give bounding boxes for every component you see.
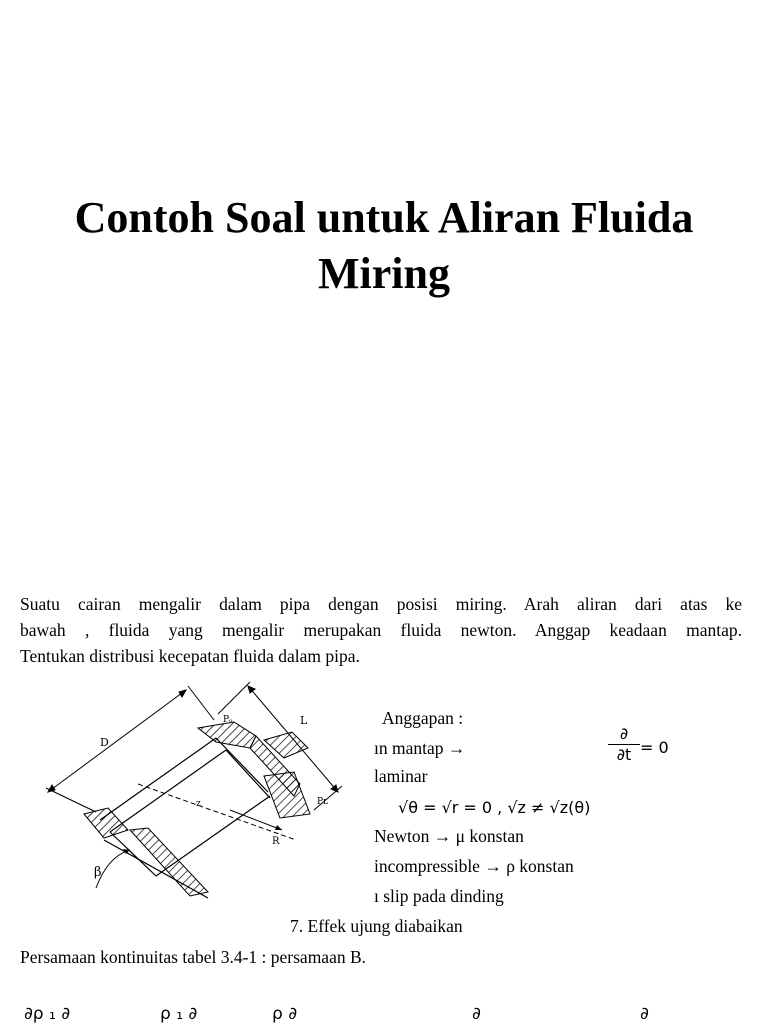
assumption-5: incompressible → ρ konstan xyxy=(374,856,574,876)
problem-statement xyxy=(20,591,742,669)
steady-state-derivative xyxy=(604,724,644,765)
dimension-d xyxy=(46,686,214,812)
problem-line-1: Suatu cairan mengalir dalam pipa dengan posisi miring. Arah aliran dari atas ke xyxy=(20,594,742,614)
assumption-4: Newton → μ konstan xyxy=(374,826,524,846)
problem-line-2: bawah , fluida yang mengalir merupakan fluida newton. Anggap keadaan mantap. xyxy=(20,620,742,640)
inclined-pipe-figure xyxy=(38,680,360,902)
slide-title xyxy=(30,190,738,302)
equation-fragment-mid2: ρ ∂ xyxy=(272,1004,297,1024)
continuity-statement: Persamaan kontinuitas tabel 3.4-1 : persamaan B. xyxy=(20,947,367,967)
label-pl: Pʟ xyxy=(317,797,328,807)
velocity-components-eq: √θ = √r = 0 , √z ≠ √z(θ) xyxy=(398,798,591,817)
label-z: z xyxy=(196,799,201,809)
equation-fragment-mid: ρ ₁ ∂ xyxy=(160,1004,198,1024)
frac-denominator: ∂t xyxy=(616,745,632,764)
pipe-body xyxy=(84,722,310,898)
problem-line-3: Tentukan distribusi kecepatan fluida dalam pipa. xyxy=(20,646,360,666)
label-r: R xyxy=(272,836,280,847)
equation-fragment-left: ∂ρ ₁ ∂ xyxy=(24,1004,70,1024)
title-line-1: Contoh Soal untuk Aliran Fluida xyxy=(74,193,694,242)
label-l: L xyxy=(300,714,308,727)
assumption-6: ı slip pada dinding xyxy=(374,886,504,906)
label-p0: Pₒ xyxy=(223,715,233,725)
assumption-2: laminar xyxy=(374,766,428,786)
equation-fragment-right1: ∂ xyxy=(472,1004,481,1024)
assumption-1: ın mantap → xyxy=(374,738,466,758)
steady-rhs: = 0 xyxy=(640,738,669,757)
label-d: D xyxy=(100,736,109,749)
assumptions-heading: Anggapan : xyxy=(382,708,464,728)
label-beta: β xyxy=(94,865,102,880)
assumption-7: 7. Effek ujung diabaikan xyxy=(290,916,463,936)
frac-numerator: ∂ xyxy=(619,724,629,743)
title-line-2: Miring xyxy=(318,249,450,298)
equation-fragment-right2: ∂ xyxy=(640,1004,649,1024)
